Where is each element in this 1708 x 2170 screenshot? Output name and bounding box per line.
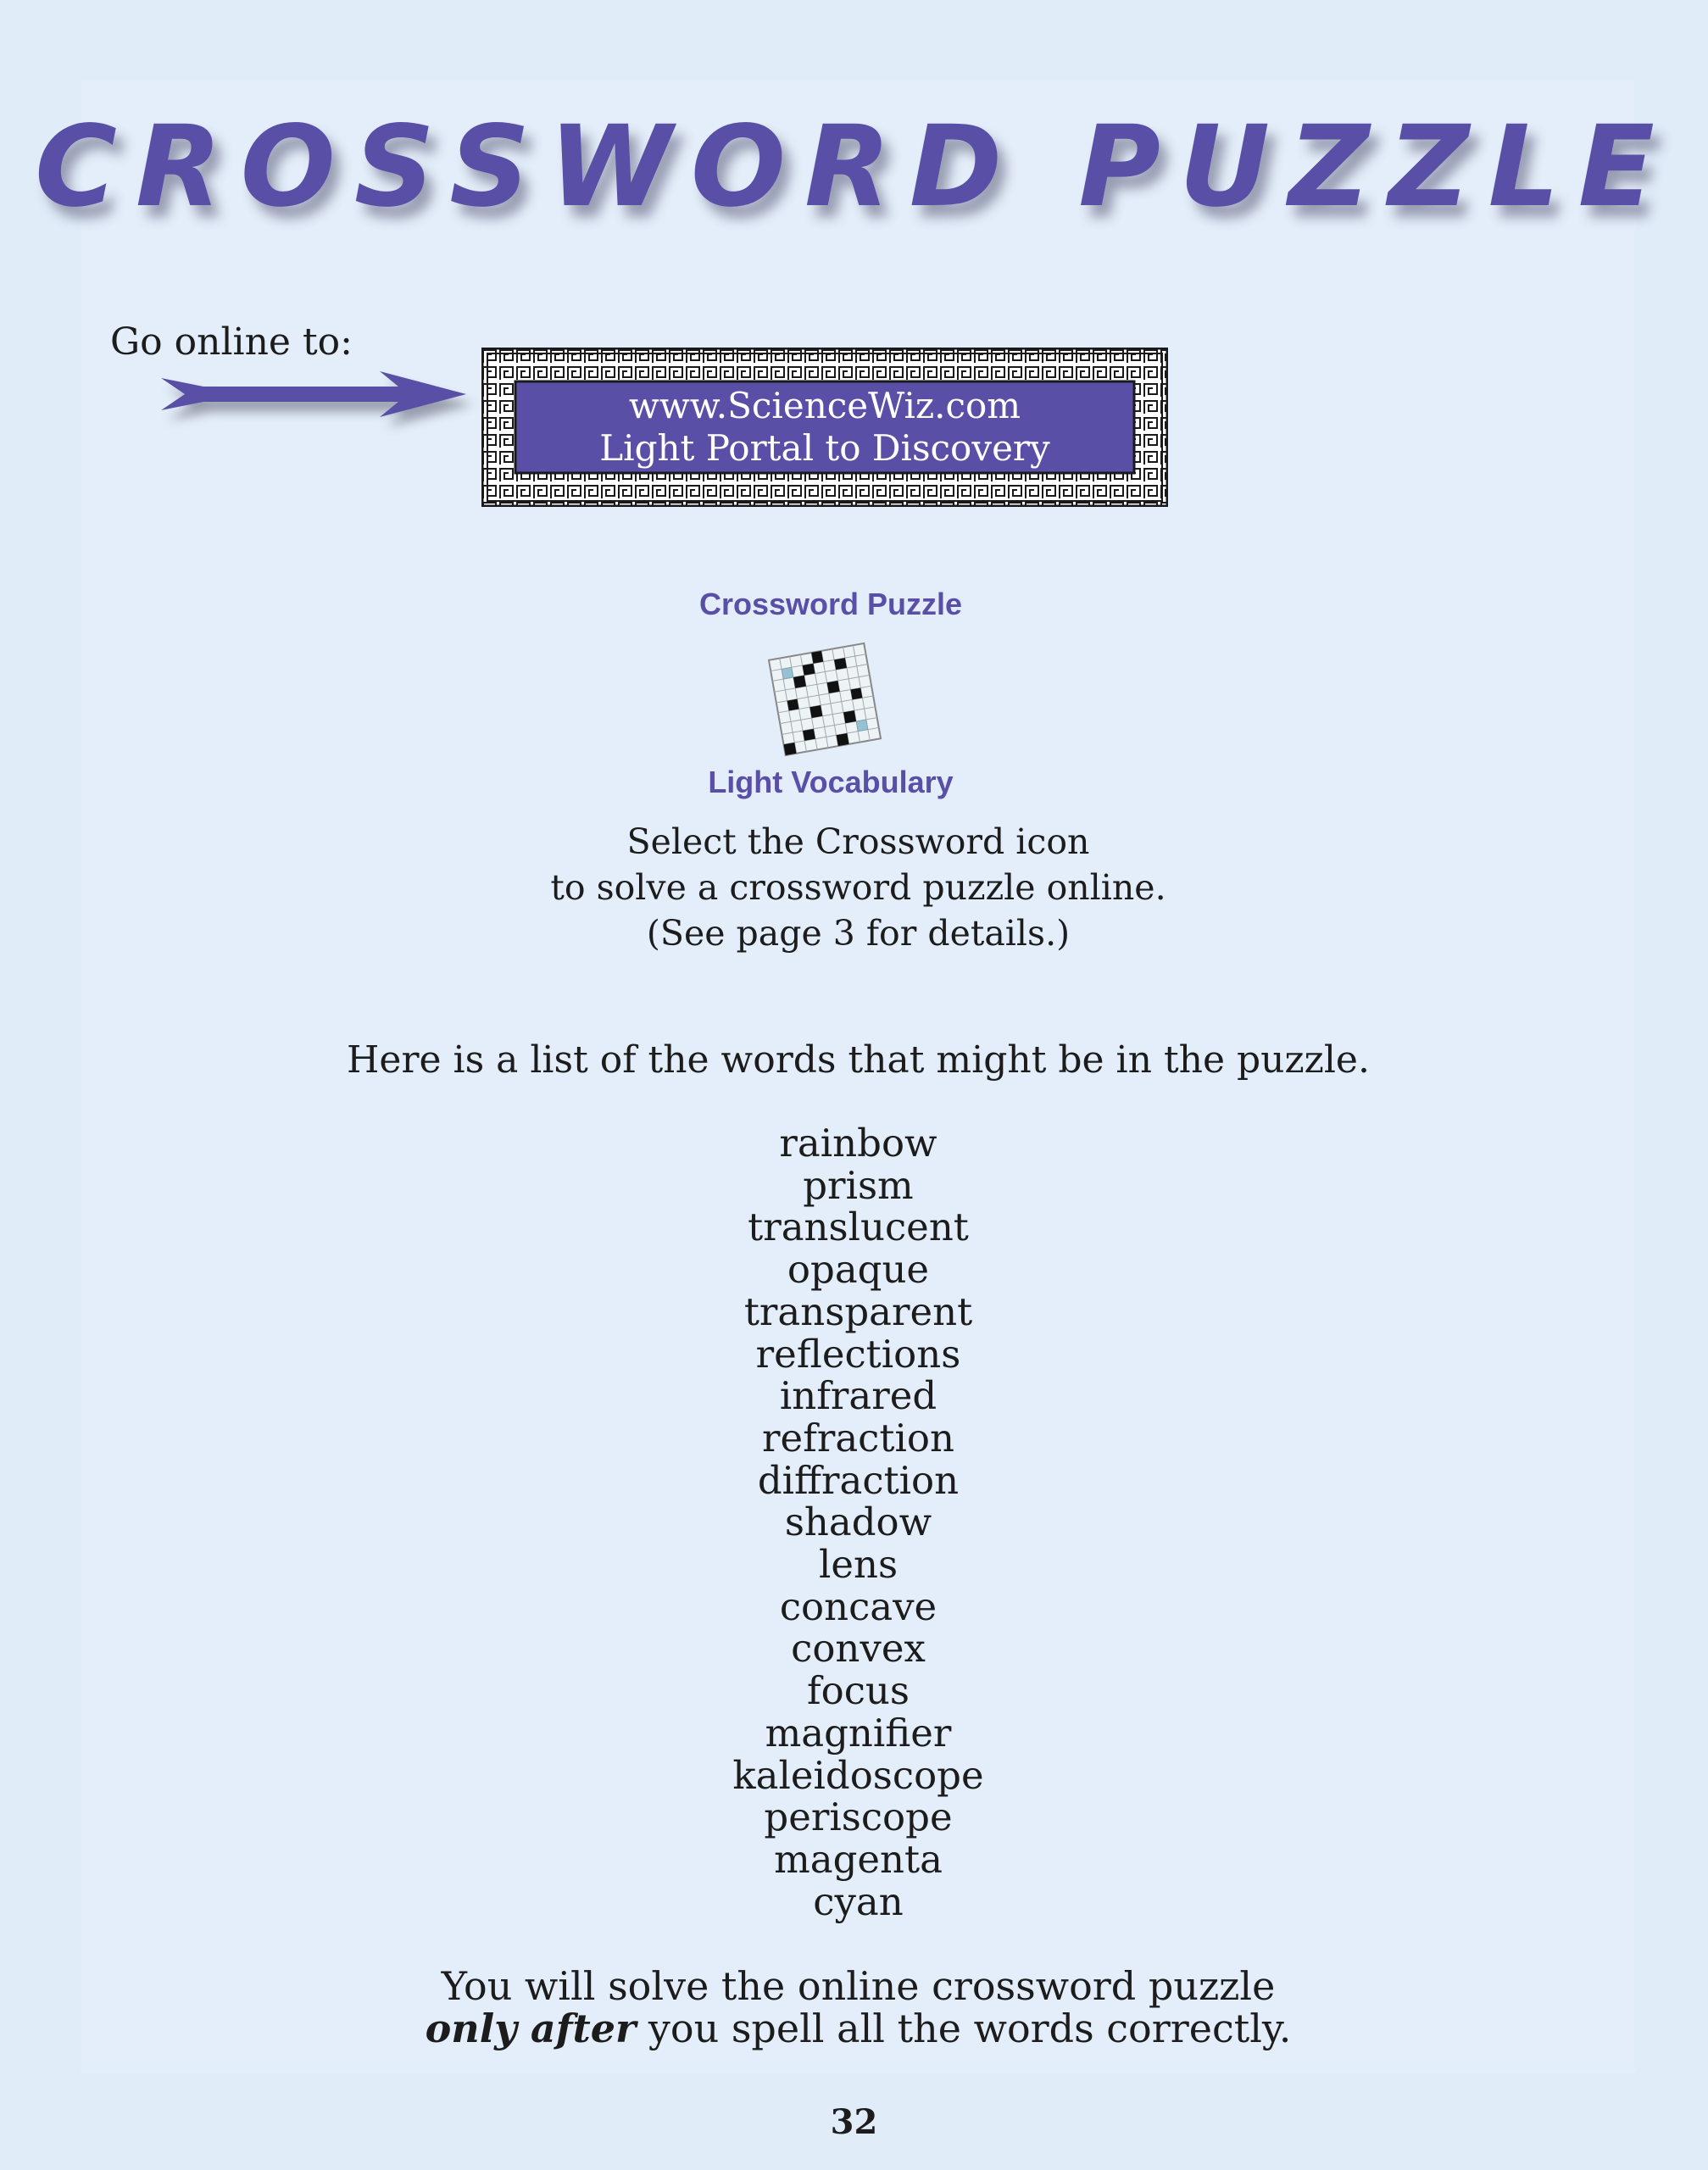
banner-subtitle: Light Portal to Discovery bbox=[599, 427, 1050, 469]
go-online-label: Go online to: bbox=[110, 320, 353, 364]
arrow-right-icon bbox=[161, 364, 475, 424]
closing-note bbox=[0, 1965, 1708, 2050]
list-item: kaleidoscope bbox=[732, 1752, 984, 1798]
list-item: reflections bbox=[755, 1331, 961, 1377]
list-item: infrared bbox=[779, 1373, 937, 1419]
list-item: opaque bbox=[787, 1247, 930, 1293]
instructions-line: (See page 3 for details.) bbox=[646, 913, 1071, 954]
word-list bbox=[0, 1122, 1708, 1922]
banner-text bbox=[517, 383, 1132, 473]
crossword-grid-icon[interactable] bbox=[761, 636, 888, 763]
website-banner-link[interactable] bbox=[481, 348, 1168, 507]
closing-line bbox=[0, 2007, 1708, 2050]
page-title: CROSSWORD PUZZLE bbox=[35, 102, 1673, 232]
list-item: concave bbox=[779, 1583, 937, 1629]
instructions-line: to solve a crossword puzzle online. bbox=[550, 867, 1166, 908]
list-item: magnifier bbox=[765, 1710, 952, 1755]
list-item: magenta bbox=[774, 1836, 943, 1882]
closing-emphasis: only after bbox=[425, 2006, 637, 2051]
list-item: cyan bbox=[813, 1878, 904, 1924]
list-item: diffraction bbox=[757, 1457, 960, 1503]
list-item: lens bbox=[818, 1542, 899, 1588]
closing-line: You will solve the online crossword puzzle bbox=[441, 1963, 1276, 2009]
list-item: translucent bbox=[748, 1205, 969, 1250]
list-item: shadow bbox=[784, 1500, 932, 1545]
list-item: convex bbox=[791, 1626, 926, 1672]
instructions-line: Select the Crossword icon bbox=[626, 821, 1090, 862]
instructions bbox=[0, 819, 1708, 956]
page-number: 32 bbox=[830, 2102, 878, 2142]
list-item: rainbow bbox=[779, 1121, 937, 1166]
list-item: prism bbox=[803, 1162, 914, 1208]
banner-url[interactable]: www.ScienceWiz.com bbox=[628, 385, 1021, 426]
word-list-intro: Here is a list of the words that might be in the puzzle. bbox=[347, 1038, 1370, 1082]
icon-caption-top: Crossword Puzzle bbox=[698, 587, 963, 621]
list-item: refraction bbox=[762, 1415, 954, 1461]
list-item: focus bbox=[806, 1668, 910, 1714]
closing-rest: you spell all the words correctly. bbox=[636, 2006, 1292, 2051]
list-item: transparent bbox=[743, 1288, 973, 1334]
list-item: periscope bbox=[764, 1794, 953, 1840]
icon-caption-bottom: Light Vocabulary bbox=[708, 765, 954, 799]
